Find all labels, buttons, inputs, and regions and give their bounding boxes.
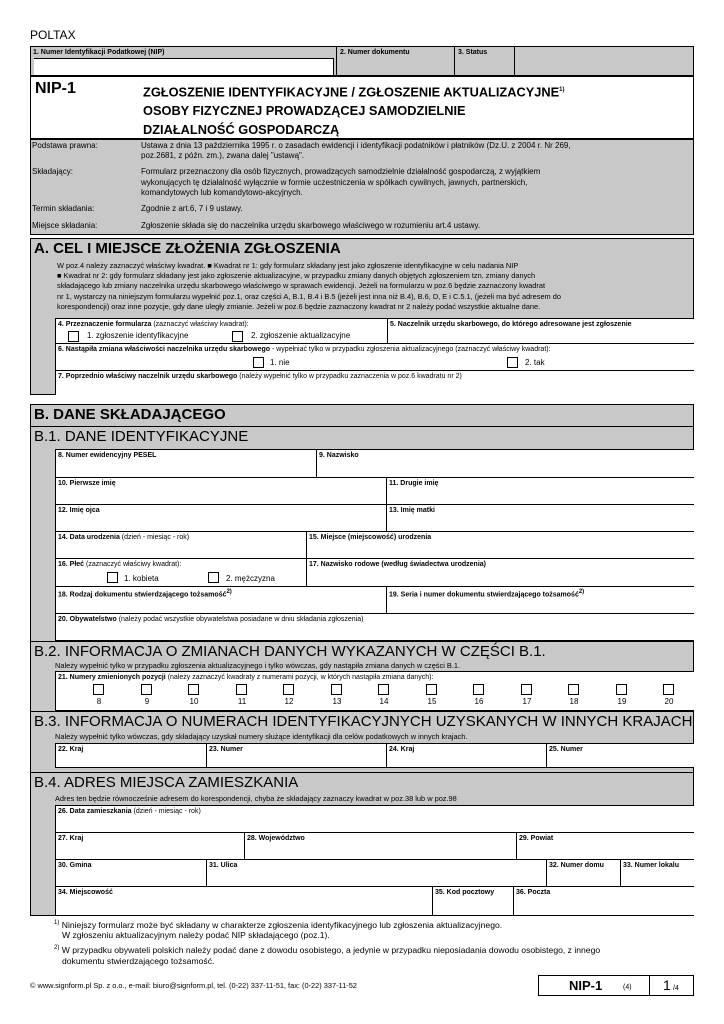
- citizenship-label: 20. Obywatelstwo (należy podać wszystkie obywatelstwa posiadane w dniu składania zgłoszenia): [58, 616, 364, 623]
- house-number-field[interactable]: [546, 859, 620, 886]
- form-code: NIP-1: [35, 80, 76, 97]
- locality-label: 34. Miejscowość: [58, 889, 113, 896]
- street-label: 31. Ulica: [209, 862, 238, 869]
- footnote-1-cont: W zgłoszeniu aktualizacyjnym należy podać NIP składającego (poz.1).: [62, 930, 330, 941]
- changed-position-18-checkbox[interactable]: [568, 684, 579, 695]
- b2-title: B.2. INFORMACJA O ZMIANACH DANYCH WYKAZANYCH W CZĘŚCI B.1.: [34, 643, 546, 660]
- country-label: 27. Kraj: [58, 835, 84, 842]
- nip-field[interactable]: [34, 58, 334, 75]
- changed-position-12-checkbox[interactable]: [283, 684, 294, 695]
- b2-description: Należy wypełnić tylko w przypadku zgłoszenia aktualizacyjnego i tylko wówczas, gdy nastąpiła zmiana danych w części B.1.: [55, 661, 461, 670]
- post-office-field[interactable]: [513, 886, 694, 915]
- birth-date-field[interactable]: [55, 531, 306, 558]
- changed-position-14-label: 14: [379, 697, 389, 706]
- footer-version: (4): [623, 984, 632, 991]
- page-count: /4: [673, 985, 679, 992]
- changed-position-20-label: 20: [664, 697, 674, 706]
- info-block: [30, 139, 694, 235]
- locality-field[interactable]: [55, 886, 432, 915]
- legal-basis-text: Ustawa z dnia 13 października 1995 r. o zasadach ewidencji i identyfikacji podatników i płatników (Dz.U. z 2004 r. Nr 269, poz.2681, z późn. zm.), zwana dalej "ustawą".: [141, 141, 571, 160]
- purpose-update-label: 2. zgłoszenie aktualizacyjne: [251, 331, 351, 340]
- changed-position-16-label: 16: [474, 697, 484, 706]
- pesel-label: 8. Numer ewidencyjny PESEL: [58, 452, 157, 459]
- foreign-country-2-field[interactable]: [386, 743, 546, 768]
- mother-name-label: 13. Imię matki: [389, 507, 435, 514]
- birth-place-field[interactable]: [306, 531, 694, 558]
- changed-positions-field: [55, 671, 694, 711]
- commune-label: 30. Gmina: [58, 862, 92, 869]
- foreign-country-2-label: 24. Kraj: [389, 746, 415, 753]
- footnote-2: $^{2)}$ W przypadku obywateli polskich należy podać dane z dowodu osobistego, a jedynie w przypadku nieposiadania dowodu osobistego, z innego: [54, 944, 601, 955]
- place-label: Miejsce składania:: [32, 221, 98, 230]
- footnote-1: $^{1)}$ Niniejszy formularz może być składany w charakterze zgłoszenia identyfikacyjnego lub zgłoszenia aktualizacyjnego.: [54, 919, 503, 930]
- change-yes-label: 2. tak: [525, 358, 545, 367]
- b3-description: Należy wypełnić tylko wówczas, gdy składający uzyskał numery służące identyfikacji dla celów podatkowych w innych krajach.: [55, 732, 468, 741]
- changed-position-11-checkbox[interactable]: [236, 684, 247, 695]
- legal-basis-label: Podstawa prawna:: [32, 141, 98, 150]
- foreign-number-1-label: 23. Numer: [209, 746, 243, 753]
- sex-field: [55, 558, 306, 586]
- footnotes: [54, 918, 600, 966]
- second-name-label: 11. Drugie imię: [389, 480, 439, 487]
- changed-position-19-checkbox[interactable]: [616, 684, 627, 695]
- residence-date-field[interactable]: [55, 805, 694, 832]
- apartment-number-field[interactable]: [620, 859, 694, 886]
- changed-positions-label: 21. Numery zmienionych pozycji (należy zaznaczyć kwadraty z numerami pozycji, w których nastąpiła zmiana danych):: [58, 674, 434, 681]
- foreign-country-1-label: 22. Kraj: [58, 746, 84, 753]
- sex-female-checkbox[interactable]: [107, 572, 118, 583]
- id-document-type-label: 18. Rodzaj dokumentu stwierdzającego tożsamość2): [58, 589, 232, 599]
- change-label: 6. Nastąpiła zmiana właściwości naczelnika urzędu skarbowego - wypełniać tylko w przypadku zgłoszenia aktualizacyjnego (zaznaczyć właściwy kwadrat):: [58, 346, 551, 353]
- changed-position-15-checkbox[interactable]: [426, 684, 437, 695]
- surname-field[interactable]: [316, 449, 694, 477]
- footnote-2-cont: dokumentu stwierdzającego tożsamość.: [62, 955, 215, 966]
- residence-date-label: 26. Data zamieszkania (dzień - miesiąc - rok): [58, 808, 201, 815]
- father-name-field[interactable]: [55, 504, 386, 531]
- changed-position-10-checkbox[interactable]: [188, 684, 199, 695]
- sex-male-checkbox[interactable]: [208, 572, 219, 583]
- purpose-identification-checkbox[interactable]: [68, 331, 79, 342]
- changed-position-9-label: 9: [144, 697, 150, 706]
- deadline-text: Zgodnie z art.6, 7 i 9 ustawy.: [141, 204, 243, 213]
- tax-office-label: 5. Naczelnik urzędu skarbowego, do którego adresowane jest zgłoszenie: [390, 321, 632, 328]
- postal-code-label: 35. Kod pocztowy: [435, 889, 495, 896]
- county-field[interactable]: [516, 832, 694, 859]
- id-document-type-field[interactable]: [55, 586, 386, 613]
- first-name-label: 10. Pierwsze imię: [58, 480, 116, 487]
- post-office-label: 36. Poczta: [516, 889, 551, 896]
- nip-label: 1. Numer Identyfikacji Podatkowej (NIP): [33, 49, 165, 56]
- previous-office-field[interactable]: [55, 370, 694, 395]
- voivodeship-field[interactable]: [244, 832, 516, 859]
- country-field[interactable]: [55, 832, 244, 859]
- county-label: 29. Powiat: [519, 835, 554, 842]
- id-document-number-label: 19. Seria i numer dokumentu stwierdzającego tożsamość2): [389, 589, 585, 599]
- place-text: Zgłoszenie składa się do naczelnika urzędu skarbowego właściwego w rozumieniu art.4 ustawy.: [141, 221, 481, 230]
- previous-office-label: 7. Poprzednio właściwy naczelnik urzędu skarbowego (należy wypełnić tylko w przypadku zaznaczenia w poz.6 kwadratu nr 2): [58, 373, 462, 380]
- first-name-field[interactable]: [55, 477, 386, 504]
- b1-title: B.1. DANE IDENTYFIKACYJNE: [34, 428, 249, 445]
- foreign-number-2-label: 25. Numer: [549, 746, 583, 753]
- changed-position-12-label: 12: [284, 697, 294, 706]
- section-a: [30, 238, 694, 395]
- second-name-field[interactable]: [386, 477, 694, 504]
- changed-position-18-label: 18: [569, 697, 579, 706]
- family-name-field[interactable]: [306, 558, 694, 586]
- changed-position-17-label: 17: [522, 697, 532, 706]
- foreign-number-1-field[interactable]: [206, 743, 386, 768]
- deadline-label: Termin składania:: [32, 204, 95, 213]
- publisher-label: POLTAX: [30, 28, 76, 42]
- changed-position-8-checkbox[interactable]: [93, 684, 104, 695]
- surname-label: 9. Nazwisko: [319, 452, 359, 459]
- sex-female-label: 1. kobieta: [124, 574, 159, 583]
- document-number-label: 2. Numer dokumentu: [340, 49, 410, 56]
- changed-position-8-label: 8: [96, 697, 102, 706]
- change-no-checkbox[interactable]: [253, 357, 264, 368]
- b3-title: B.3. INFORMACJA O NUMERACH IDENTYFIKACYJNYCH UZYSKANYCH W INNYCH KRAJACH: [34, 713, 693, 730]
- title-block: [30, 76, 694, 139]
- mother-name-field[interactable]: [386, 504, 694, 531]
- house-number-label: 32. Numer domu: [549, 862, 604, 869]
- submitter-text: Formularz przeznaczony dla osób fizycznych, prowadzących samodzielnie działalność gospodarczą, z wyjątkiem wykonujących tę działalność wyłącznie w formie uczestniczenia w spółkach cywilnych, jawnych, partnerskich, komandytowych lub komandytowo-akcyjnych.: [141, 167, 541, 198]
- commune-field[interactable]: [55, 859, 206, 886]
- footer-form-code-box: [538, 975, 694, 996]
- purpose-field: [55, 318, 387, 343]
- citizenship-field[interactable]: [55, 613, 694, 641]
- sex-label: 16. Płeć (zaznaczyć właściwy kwadrat):: [58, 561, 182, 568]
- changed-position-13-label: 13: [332, 697, 342, 706]
- street-field[interactable]: [206, 859, 546, 886]
- change-yes-checkbox[interactable]: [507, 357, 518, 368]
- changed-position-9-checkbox[interactable]: [141, 684, 152, 695]
- apartment-number-label: 33. Numer lokalu: [623, 862, 680, 869]
- changed-position-10-label: 10: [189, 697, 199, 706]
- footer-form-code: NIP-1: [569, 978, 603, 993]
- changed-position-17-checkbox[interactable]: [521, 684, 532, 695]
- section-a-description: W poz.4 należy zaznaczyć właściwy kwadrat. ■ Kwadrat nr 1: gdy formularz składany jest jako zgłoszenie identyfikacyjne w celu nadania NIP ■ Kwadrat nr 2: gdy formularz składany jest jako zgłoszenie aktualizacyjne, w przypadku zmiany danych objętych zgłoszeniem tzn. zmiany danych składającego lub zmiany naczelnika urzędu skarbowego właściwego w sprawach ewidencji. Jeżeli na formularzu w poz.6 będzie zaznaczony kwadrat nr 1, wystarczy na niniejszym formularzu wypełnić poz.1, oraz części A, B.1, B.4 i B.5 (jeżeli jest inna niż B.4), B.6, D, E i C.5.1, (jeżeli ma być adresem do korespondencji) oraz inne pozycje, gdy dane uległy zmianie. Jeżeli w poz.6 będzie zaznaczony kwadrat nr 2 należy podać wszystkie aktualne dane.: [57, 261, 561, 311]
- page-number: 1: [663, 977, 671, 993]
- voivodeship-label: 28. Województwo: [247, 835, 305, 842]
- header-band: [30, 46, 694, 76]
- form-title: ZGŁOSZENIE IDENTYFIKACYJNE / ZGŁOSZENIE AKTUALIZACYJNE$^{1)}$ OSOBY FIZYCZNEJ PROWADZĄCEJ SAMODZIELNIE DZIAŁALNOŚĆ GOSPODARCZĄ: [143, 84, 565, 138]
- changed-position-16-checkbox[interactable]: [473, 684, 484, 695]
- pesel-field[interactable]: [55, 449, 316, 477]
- changed-position-15-label: 15: [427, 697, 437, 706]
- submitter-label: Składający:: [32, 167, 73, 176]
- birth-date-label: 14. Data urodzenia (dzień - miesiąc - rok): [58, 534, 190, 541]
- copyright: © www.signform.pl Sp. z o.o., e-mail: biuro@signform.pl, tel. (0-22) 337-11-51, fax: (0-22) 337-11-52: [30, 981, 357, 990]
- b4-title: B.4. ADRES MIEJSCA ZAMIESZKANIA: [34, 774, 299, 791]
- sex-male-label: 2. mężczyzna: [226, 574, 275, 583]
- b4-description: Adres ten będzie równocześnie adresem do korespondencji, chyba że składający zaznaczy kwadrat w poz.38 lub w poz.98: [55, 794, 457, 803]
- change-field: [55, 343, 694, 370]
- status-label: 3. Status: [458, 49, 488, 56]
- purpose-update-checkbox[interactable]: [232, 331, 243, 342]
- section-b-title: B. DANE SKŁADAJĄCEGO: [34, 406, 226, 423]
- id-document-number-field[interactable]: [386, 586, 694, 613]
- birth-place-label: 15. Miejsce (miejscowość) urodzenia: [309, 534, 432, 541]
- postal-code-field[interactable]: [432, 886, 513, 915]
- purpose-label: 4. Przeznaczenie formularza (zaznaczyć właściwy kwadrat):: [58, 321, 249, 328]
- changed-position-19-label: 19: [617, 697, 627, 706]
- section-a-title: A. CEL I MIEJSCE ZŁOŻENIA ZGŁOSZENIA: [34, 240, 341, 257]
- changed-position-11-label: 11: [237, 697, 247, 706]
- tax-office-field[interactable]: [387, 318, 694, 343]
- section-b: [30, 404, 694, 916]
- purpose-identification-label: 1. zgłoszenie identyfikacyjne: [87, 331, 189, 340]
- changed-position-13-checkbox[interactable]: [331, 684, 342, 695]
- changed-position-14-checkbox[interactable]: [378, 684, 389, 695]
- family-name-label: 17. Nazwisko rodowe (według świadectwa urodzenia): [309, 561, 486, 568]
- changed-position-20-checkbox[interactable]: [663, 684, 674, 695]
- foreign-country-1-field[interactable]: [55, 743, 206, 768]
- foreign-number-2-field[interactable]: [546, 743, 694, 768]
- change-no-label: 1. nie: [270, 358, 290, 367]
- father-name-label: 12. Imię ojca: [58, 507, 100, 514]
